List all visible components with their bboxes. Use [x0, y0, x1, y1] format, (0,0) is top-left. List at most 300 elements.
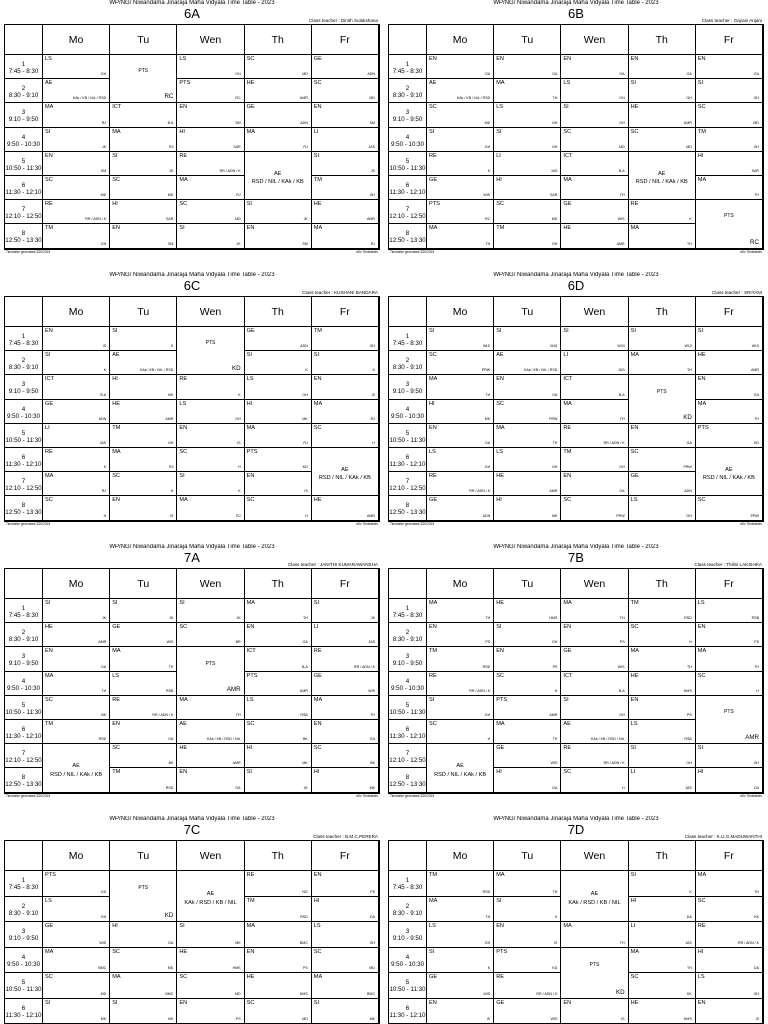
lesson-cell[interactable] [43, 647, 110, 671]
lesson-cell[interactable] [177, 152, 244, 176]
lesson-cell[interactable] [177, 647, 244, 695]
subject-code: HI [112, 923, 118, 929]
lesson-cell[interactable] [110, 327, 177, 351]
lesson-cell[interactable] [629, 128, 696, 152]
lesson-cell[interactable] [427, 496, 494, 520]
lesson-cell[interactable] [177, 871, 244, 922]
lesson-cell[interactable] [43, 152, 110, 176]
lesson-cell[interactable] [245, 744, 312, 768]
lesson-cell[interactable] [494, 720, 561, 744]
lesson-cell[interactable] [177, 79, 244, 103]
lesson-cell[interactable] [43, 672, 110, 696]
lesson-cell[interactable] [696, 327, 763, 351]
lesson-cell[interactable] [427, 948, 494, 974]
lesson-cell[interactable] [696, 424, 763, 448]
lesson-cell[interactable] [245, 897, 312, 923]
lesson-cell[interactable] [43, 351, 110, 375]
lesson-cell[interactable] [245, 200, 312, 224]
lesson-cell[interactable] [494, 496, 561, 520]
lesson-cell[interactable] [427, 973, 494, 999]
lesson-cell[interactable] [245, 400, 312, 424]
lesson-cell[interactable] [696, 623, 763, 647]
lesson-cell[interactable] [629, 973, 696, 999]
period-label [389, 472, 427, 496]
lesson-cell[interactable] [696, 871, 763, 897]
lesson-cell[interactable] [245, 103, 312, 127]
lesson-cell[interactable] [312, 400, 379, 424]
lesson-cell[interactable] [245, 472, 312, 496]
lesson-cell[interactable] [110, 999, 177, 1024]
lesson-cell[interactable] [561, 922, 628, 948]
lesson-cell[interactable] [312, 623, 379, 647]
lesson-cell[interactable] [427, 922, 494, 948]
lesson-cell[interactable] [110, 375, 177, 399]
lesson-cell[interactable] [110, 424, 177, 448]
lesson-cell[interactable] [427, 647, 494, 671]
lesson-cell[interactable] [629, 623, 696, 647]
lesson-cell[interactable] [696, 922, 763, 948]
lesson-cell[interactable] [696, 496, 763, 520]
lesson-cell[interactable] [245, 152, 312, 200]
lesson-cell[interactable] [427, 448, 494, 472]
lesson-cell[interactable] [43, 948, 110, 974]
lesson-cell[interactable] [312, 496, 379, 520]
lesson-cell[interactable] [177, 55, 244, 79]
teacher-code: GA [552, 72, 558, 77]
lesson-cell[interactable] [561, 647, 628, 671]
lesson-cell[interactable] [312, 696, 379, 720]
lesson-cell[interactable] [177, 200, 244, 224]
lesson-cell[interactable] [494, 400, 561, 424]
lesson-cell[interactable] [427, 871, 494, 897]
lesson-cell[interactable] [696, 897, 763, 923]
lesson-cell[interactable] [245, 327, 312, 351]
lesson-cell[interactable] [177, 696, 244, 720]
lesson-cell[interactable] [696, 375, 763, 399]
lesson-cell[interactable] [43, 103, 110, 127]
lesson-cell[interactable] [494, 599, 561, 623]
lesson-cell[interactable] [561, 400, 628, 424]
lesson-cell[interactable] [177, 720, 244, 744]
lesson-cell[interactable] [561, 744, 628, 768]
lesson-cell[interactable] [177, 375, 244, 399]
lesson-cell[interactable] [561, 871, 628, 922]
lesson-cell[interactable] [561, 948, 628, 999]
lesson-cell[interactable] [43, 128, 110, 152]
lesson-cell[interactable] [312, 768, 379, 792]
lesson-cell[interactable] [629, 672, 696, 696]
lesson-cell[interactable] [494, 351, 561, 375]
lesson-cell[interactable] [110, 496, 177, 520]
lesson-cell[interactable] [43, 79, 110, 103]
lesson-cell[interactable] [629, 351, 696, 375]
lesson-cell[interactable] [494, 922, 561, 948]
teacher-code: MD [619, 144, 625, 149]
lesson-cell[interactable] [177, 744, 244, 768]
lesson-cell[interactable] [427, 128, 494, 152]
lesson-cell[interactable] [629, 922, 696, 948]
lesson-cell[interactable] [177, 103, 244, 127]
lesson-cell[interactable] [43, 375, 110, 399]
lesson-cell[interactable] [110, 647, 177, 671]
lesson-cell[interactable] [43, 424, 110, 448]
lesson-cell[interactable] [696, 672, 763, 696]
lesson-cell[interactable] [312, 720, 379, 744]
lesson-cell[interactable] [427, 224, 494, 248]
lesson-cell[interactable] [494, 327, 561, 351]
lesson-cell[interactable] [494, 79, 561, 103]
lesson-cell[interactable] [312, 128, 379, 152]
lesson-cell[interactable] [696, 400, 763, 424]
lesson-cell[interactable] [427, 176, 494, 200]
subject-code: GE [313, 56, 322, 62]
lesson-cell[interactable] [561, 472, 628, 496]
lesson-cell[interactable] [312, 599, 379, 623]
lesson-cell[interactable] [629, 448, 696, 472]
lesson-cell[interactable] [561, 55, 628, 79]
lesson-cell[interactable] [494, 948, 561, 974]
lesson-cell[interactable] [177, 424, 244, 448]
lesson-cell[interactable] [177, 472, 244, 496]
lesson-cell[interactable] [494, 375, 561, 399]
lesson-cell[interactable] [43, 744, 110, 792]
lesson-cell[interactable] [427, 152, 494, 176]
lesson-cell[interactable] [629, 375, 696, 423]
lesson-cell[interactable] [245, 672, 312, 696]
lesson-cell[interactable] [629, 224, 696, 248]
lesson-cell[interactable] [177, 922, 244, 948]
lesson-cell[interactable] [629, 200, 696, 224]
lesson-cell[interactable] [245, 496, 312, 520]
lesson-cell[interactable] [427, 400, 494, 424]
lesson-cell[interactable] [110, 744, 177, 768]
lesson-cell[interactable] [110, 224, 177, 248]
lesson-cell[interactable] [43, 472, 110, 496]
lesson-cell[interactable] [629, 327, 696, 351]
lesson-cell[interactable] [312, 351, 379, 375]
lesson-cell[interactable] [696, 55, 763, 79]
lesson-cell[interactable] [312, 79, 379, 103]
lesson-cell[interactable] [561, 128, 628, 152]
period-number: 4 [21, 953, 26, 961]
lesson-cell[interactable] [696, 152, 763, 176]
lesson-cell[interactable] [43, 400, 110, 424]
lesson-cell[interactable] [177, 176, 244, 200]
lesson-cell[interactable] [427, 79, 494, 103]
lesson-cell[interactable] [427, 623, 494, 647]
lesson-cell[interactable] [696, 744, 763, 768]
lesson-cell[interactable] [427, 327, 494, 351]
lesson-cell[interactable] [43, 871, 110, 897]
lesson-cell[interactable] [561, 599, 628, 623]
lesson-cell[interactable] [245, 128, 312, 152]
lesson-cell[interactable] [110, 448, 177, 472]
lesson-cell[interactable] [312, 327, 379, 351]
lesson-cell[interactable] [43, 176, 110, 200]
lesson-cell[interactable] [494, 103, 561, 127]
lesson-cell[interactable] [110, 973, 177, 999]
lesson-cell[interactable] [629, 696, 696, 720]
lesson-cell[interactable] [177, 999, 244, 1024]
lesson-cell[interactable] [245, 922, 312, 948]
lesson-cell[interactable] [427, 897, 494, 923]
lesson-cell[interactable] [629, 768, 696, 792]
lesson-cell[interactable] [43, 623, 110, 647]
lesson-cell[interactable] [427, 55, 494, 79]
lesson-cell[interactable] [312, 871, 379, 897]
period-label [389, 79, 427, 103]
period-time: 8:30 - 9:10 [8, 636, 39, 644]
lesson-cell[interactable] [245, 375, 312, 399]
lesson-cell[interactable] [43, 897, 110, 923]
lesson-cell[interactable] [312, 103, 379, 127]
lesson-cell[interactable] [696, 768, 763, 792]
lesson-cell[interactable] [245, 948, 312, 974]
lesson-cell[interactable] [312, 647, 379, 671]
lesson-cell[interactable] [561, 79, 628, 103]
lesson-cell[interactable] [110, 176, 177, 200]
lesson-cell[interactable] [696, 128, 763, 152]
lesson-cell[interactable] [245, 973, 312, 999]
lesson-cell[interactable] [561, 696, 628, 720]
lesson-cell[interactable] [561, 224, 628, 248]
lesson-cell[interactable] [561, 200, 628, 224]
lesson-cell[interactable] [312, 176, 379, 200]
lesson-cell[interactable] [696, 973, 763, 999]
lesson-cell[interactable] [110, 696, 177, 720]
lesson-cell[interactable] [629, 720, 696, 744]
lesson-cell[interactable] [245, 79, 312, 103]
lesson-cell[interactable] [561, 375, 628, 399]
lesson-cell[interactable] [561, 327, 628, 351]
lesson-cell[interactable] [494, 176, 561, 200]
lesson-cell[interactable] [494, 768, 561, 792]
lesson-cell[interactable] [494, 672, 561, 696]
lesson-cell[interactable] [312, 200, 379, 224]
lesson-cell[interactable] [43, 599, 110, 623]
lesson-cell[interactable] [561, 496, 628, 520]
day-header-wen: Wen [561, 25, 628, 55]
lesson-cell[interactable] [110, 103, 177, 127]
lesson-cell[interactable] [110, 871, 177, 922]
lesson-cell[interactable] [110, 200, 177, 224]
lesson-cell[interactable] [629, 744, 696, 768]
lesson-cell[interactable] [312, 897, 379, 923]
lesson-cell[interactable] [312, 152, 379, 176]
lesson-cell[interactable] [696, 599, 763, 623]
lesson-cell[interactable] [696, 948, 763, 974]
lesson-cell[interactable] [494, 623, 561, 647]
lesson-cell[interactable] [110, 55, 177, 103]
lesson-cell[interactable] [110, 400, 177, 424]
lesson-cell[interactable] [561, 448, 628, 472]
lesson-cell[interactable] [177, 973, 244, 999]
lesson-cell[interactable] [629, 79, 696, 103]
lesson-cell[interactable] [110, 672, 177, 696]
lesson-cell[interactable] [427, 200, 494, 224]
lesson-cell[interactable] [312, 999, 379, 1024]
period-time: 7:45 - 8:30 [392, 884, 423, 891]
lesson-cell[interactable] [312, 55, 379, 79]
lesson-cell[interactable] [312, 973, 379, 999]
lesson-cell[interactable] [245, 351, 312, 375]
lesson-cell[interactable] [110, 351, 177, 375]
lesson-cell[interactable] [427, 999, 494, 1024]
lesson-cell[interactable] [696, 696, 763, 744]
lesson-cell[interactable] [312, 448, 379, 496]
lesson-cell[interactable] [110, 599, 177, 623]
lesson-cell[interactable] [494, 744, 561, 768]
lesson-cell[interactable] [245, 696, 312, 720]
lesson-cell[interactable] [629, 871, 696, 897]
teacher-code: JK [101, 144, 107, 149]
lesson-cell[interactable] [110, 948, 177, 974]
lesson-cell[interactable] [494, 871, 561, 897]
lesson-cell[interactable] [629, 599, 696, 623]
lesson-cell[interactable] [696, 999, 763, 1024]
lesson-cell[interactable] [494, 424, 561, 448]
lesson-cell[interactable] [43, 55, 110, 79]
lesson-cell[interactable] [43, 999, 110, 1024]
lesson-cell[interactable] [43, 922, 110, 948]
lesson-cell[interactable] [312, 224, 379, 248]
lesson-cell[interactable] [177, 623, 244, 647]
lesson-cell[interactable] [494, 472, 561, 496]
lesson-cell[interactable] [629, 496, 696, 520]
lesson-cell[interactable] [629, 897, 696, 923]
lesson-cell[interactable] [43, 448, 110, 472]
lesson-cell[interactable] [494, 152, 561, 176]
lesson-cell[interactable] [110, 720, 177, 744]
lesson-cell[interactable] [696, 647, 763, 671]
lesson-cell[interactable] [494, 128, 561, 152]
lesson-cell[interactable] [427, 375, 494, 399]
lesson-cell[interactable] [561, 424, 628, 448]
lesson-cell[interactable] [177, 768, 244, 792]
lesson-cell[interactable] [177, 496, 244, 520]
lesson-cell[interactable] [494, 973, 561, 999]
lesson-cell[interactable] [494, 647, 561, 671]
lesson-cell[interactable] [312, 375, 379, 399]
lesson-cell[interactable] [561, 152, 628, 176]
lesson-cell[interactable] [561, 176, 628, 200]
lesson-cell[interactable] [427, 472, 494, 496]
lesson-cell[interactable] [696, 176, 763, 200]
lesson-cell[interactable] [494, 200, 561, 224]
lesson-cell[interactable] [312, 672, 379, 696]
lesson-cell[interactable] [629, 999, 696, 1024]
lesson-cell[interactable] [561, 720, 628, 744]
lesson-cell[interactable] [245, 623, 312, 647]
lesson-cell[interactable] [110, 128, 177, 152]
lesson-cell[interactable] [312, 922, 379, 948]
lesson-cell[interactable] [629, 103, 696, 127]
lesson-cell[interactable] [629, 472, 696, 496]
lesson-cell[interactable] [427, 696, 494, 720]
lesson-cell[interactable] [245, 424, 312, 448]
lesson-cell[interactable] [43, 720, 110, 744]
lesson-cell[interactable] [561, 623, 628, 647]
lesson-cell[interactable] [561, 103, 628, 127]
lesson-cell[interactable] [177, 128, 244, 152]
lesson-cell[interactable] [427, 103, 494, 127]
lesson-cell[interactable] [629, 948, 696, 974]
lesson-cell[interactable] [177, 224, 244, 248]
lesson-cell[interactable] [110, 472, 177, 496]
lesson-cell[interactable] [177, 448, 244, 472]
lesson-cell[interactable] [494, 999, 561, 1024]
lesson-cell[interactable] [312, 744, 379, 768]
lesson-cell[interactable] [110, 623, 177, 647]
lesson-cell[interactable] [43, 496, 110, 520]
lesson-cell[interactable] [696, 351, 763, 375]
lesson-cell[interactable] [245, 647, 312, 671]
lesson-cell[interactable] [177, 400, 244, 424]
lesson-cell[interactable] [43, 696, 110, 720]
lesson-cell[interactable] [245, 55, 312, 79]
lesson-cell[interactable] [427, 720, 494, 744]
lesson-cell[interactable] [696, 200, 763, 248]
lesson-cell[interactable] [177, 948, 244, 974]
lesson-cell[interactable] [177, 599, 244, 623]
subject-code: EN [496, 923, 504, 929]
lesson-cell[interactable] [561, 351, 628, 375]
lesson-cell[interactable] [43, 200, 110, 224]
period-label [5, 897, 43, 923]
lesson-cell[interactable] [629, 647, 696, 671]
lesson-cell[interactable] [245, 871, 312, 897]
lesson-cell[interactable] [427, 672, 494, 696]
period-label [5, 922, 43, 948]
lesson-cell[interactable] [427, 351, 494, 375]
lesson-cell[interactable] [312, 424, 379, 448]
lesson-cell[interactable] [561, 768, 628, 792]
lesson-cell[interactable] [561, 672, 628, 696]
lesson-cell[interactable] [629, 152, 696, 200]
lesson-cell[interactable] [312, 948, 379, 974]
lesson-cell[interactable] [427, 744, 494, 792]
lesson-cell[interactable] [110, 152, 177, 176]
lesson-cell[interactable] [177, 327, 244, 375]
lesson-cell[interactable] [629, 424, 696, 448]
lesson-cell[interactable] [245, 768, 312, 792]
lesson-cell[interactable] [696, 448, 763, 496]
lesson-cell[interactable] [43, 327, 110, 351]
lesson-cell[interactable] [427, 424, 494, 448]
lesson-cell[interactable] [245, 720, 312, 744]
teacher-code: MD [369, 966, 375, 970]
lesson-cell[interactable] [43, 973, 110, 999]
lesson-cell[interactable] [245, 224, 312, 248]
lesson-cell[interactable] [561, 999, 628, 1024]
lesson-cell[interactable] [696, 79, 763, 103]
lesson-cell[interactable] [629, 55, 696, 79]
period-label [5, 327, 43, 351]
lesson-cell[interactable] [494, 897, 561, 923]
lesson-cell[interactable] [245, 999, 312, 1024]
lesson-cell[interactable] [245, 599, 312, 623]
lesson-cell[interactable] [43, 224, 110, 248]
lesson-cell[interactable] [110, 768, 177, 792]
lesson-cell[interactable] [494, 224, 561, 248]
lesson-cell[interactable] [427, 599, 494, 623]
lesson-cell[interactable] [494, 696, 561, 720]
lesson-cell[interactable] [494, 55, 561, 79]
lesson-cell[interactable] [696, 103, 763, 127]
lesson-cell[interactable] [245, 448, 312, 472]
lesson-cell[interactable] [110, 922, 177, 948]
lesson-cell[interactable] [494, 448, 561, 472]
